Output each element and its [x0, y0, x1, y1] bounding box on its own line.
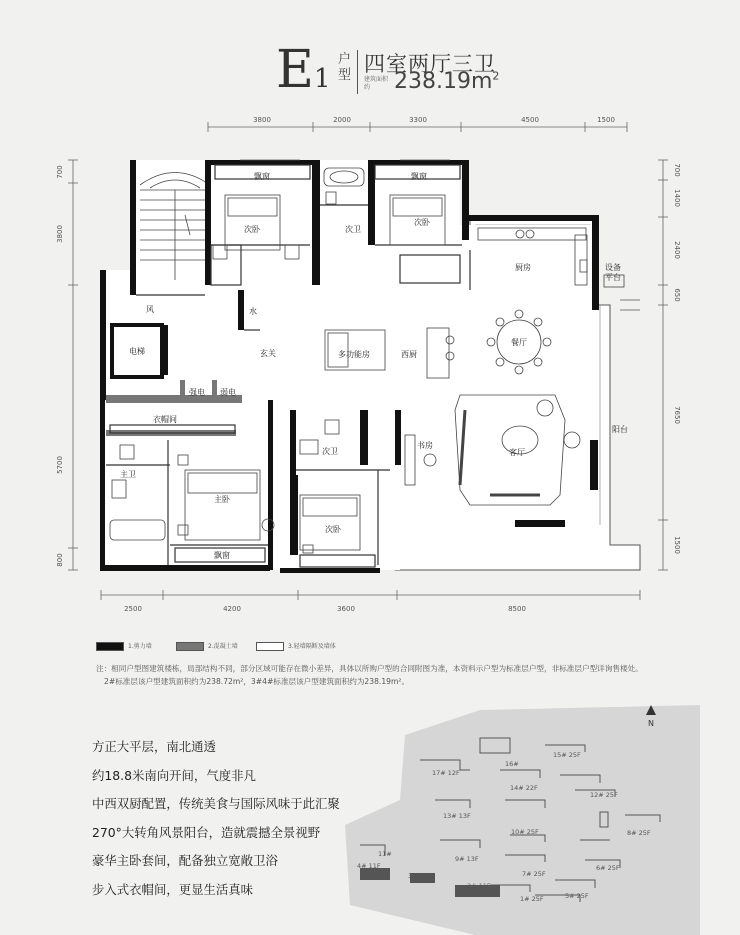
area-unit-sup: 2	[492, 69, 500, 83]
room-water-shaft: 水	[249, 307, 257, 316]
building-15: 15# 25F	[553, 751, 581, 759]
building-5: 5# 25F	[565, 892, 589, 900]
room-bedroom-north-2: 次卧	[414, 218, 430, 227]
building-16: 16#	[505, 760, 519, 768]
room-bathroom-north: 次卫	[345, 225, 361, 234]
selling-point: 步入式衣帽间，更显生活真味	[92, 881, 254, 897]
selling-point: 方正大平层，南北通透	[92, 739, 216, 754]
dim-top-5: 1500	[597, 116, 615, 124]
building-7: 7# 25F	[522, 870, 546, 878]
north-compass	[645, 700, 657, 728]
legend-label-concrete: 2.混凝土墙	[208, 643, 238, 650]
building-1: 1# 25F	[520, 895, 544, 903]
dim-left-2: 3800	[56, 225, 64, 243]
building-13: 13# 13F	[443, 812, 471, 820]
legend-label-partition: 3.轻墙隔断及墙体	[288, 643, 336, 650]
dim-top-2: 2000	[333, 116, 351, 124]
site-plan	[345, 705, 700, 935]
room-weak-power: 弱电	[220, 388, 236, 397]
room-master-bath: 主卫	[120, 470, 136, 479]
selling-point: 约18.8米南向开间，气度非凡	[92, 767, 256, 783]
north-arrow-icon	[645, 705, 657, 715]
room-bay-window-1: 飘窗	[254, 172, 270, 181]
room-bathroom-south: 次卫	[322, 447, 338, 456]
selling-point: 豪华主卧套间，配备独立宽敞卫浴	[92, 853, 278, 869]
selling-point: 270°大转角风景阳台，造就震撼全景视野	[92, 824, 321, 840]
room-foyer: 玄关	[260, 349, 276, 358]
room-bedroom-north-1: 次卧	[244, 225, 260, 234]
legend-label-shear: 1.剪力墙	[128, 643, 152, 650]
dim-top-3: 3300	[409, 116, 427, 124]
room-strong-power: 强电	[189, 388, 205, 397]
dim-right-2: 1400	[673, 189, 681, 207]
dim-right-1: 700	[673, 163, 681, 177]
building-14: 14# 22F	[510, 784, 538, 792]
building-10: 10# 25F	[511, 828, 539, 836]
room-study: 书房	[417, 441, 433, 450]
room-bay-window-3: 飘窗	[214, 551, 230, 560]
dim-top-1: 3800	[253, 116, 271, 124]
room-multi-function: 多功能房	[338, 350, 370, 359]
dim-left-4: 800	[56, 553, 64, 567]
room-cloakroom: 衣帽间	[153, 415, 177, 424]
building-3: 3# 11F	[408, 872, 432, 880]
dim-bottom-1: 2500	[124, 605, 142, 613]
note-line-2: 2#标准层该户型建筑面积约为238.72m²，3#4#标准层该户型建筑面积约为238.19m²。	[104, 677, 410, 686]
dim-left-3: 5700	[56, 456, 64, 474]
legend-swatch-concrete	[176, 642, 204, 651]
dim-right-4: 650	[673, 288, 681, 302]
dim-right-5: 7650	[673, 406, 681, 424]
note-line-1: 注：相同户型图建筑楼栋，局部结构不同，部分区域可能存在微小差异，具体以所购户型的合同附图为准，本资料示户型为标准层户型，非标准层户型详询售楼处。	[96, 664, 643, 673]
room-western-kitchen: 西厨	[401, 350, 417, 359]
building-8: 8# 25F	[627, 829, 651, 837]
layout-title: 四室两厅三卫	[364, 52, 496, 76]
room-living: 客厅	[509, 448, 525, 457]
room-elevator: 电梯	[129, 347, 145, 356]
building-17: 17# 12F	[432, 769, 460, 777]
building-11: 11#	[378, 850, 392, 858]
unit-type-number: 1	[313, 64, 331, 94]
dim-right-3: 2400	[673, 241, 681, 259]
room-bay-window-2: 飘窗	[411, 172, 427, 181]
building-4: 4# 11F	[357, 862, 381, 870]
area-number: 238.19m	[394, 69, 493, 94]
unit-type-letter: E	[276, 40, 314, 100]
legend-swatch-shear	[96, 642, 124, 651]
dim-bottom-2: 4200	[223, 605, 241, 613]
selling-points	[92, 737, 340, 909]
area-label: 建筑面积约	[364, 76, 389, 91]
room-equipment-platform: 设备平台	[605, 263, 621, 282]
room-bedroom-south: 次卧	[325, 525, 341, 534]
building-2: 2# 11F	[467, 882, 491, 890]
room-master-bed: 主卧	[214, 495, 230, 504]
dim-bottom-3: 3600	[337, 605, 355, 613]
dim-right-6: 1500	[673, 536, 681, 554]
legend-swatch-partition	[256, 642, 284, 651]
dim-bottom-4: 8500	[508, 605, 526, 613]
building-6: 6# 25F	[596, 864, 620, 872]
selling-point: 中西双厨配置，传统美食与国际风味于此汇聚	[92, 796, 340, 812]
unit-type-word: 户型	[338, 52, 352, 83]
north-label: N	[648, 719, 654, 728]
dim-left-1: 700	[56, 165, 64, 179]
building-12: 12# 25F	[590, 791, 618, 799]
room-kitchen: 厨房	[515, 263, 531, 272]
room-balcony: 阳台	[612, 425, 628, 434]
room-wind-shaft: 风	[146, 305, 154, 314]
building-9: 9# 13F	[455, 855, 479, 863]
dim-top-4: 4500	[521, 116, 539, 124]
room-dining: 餐厅	[511, 338, 527, 347]
